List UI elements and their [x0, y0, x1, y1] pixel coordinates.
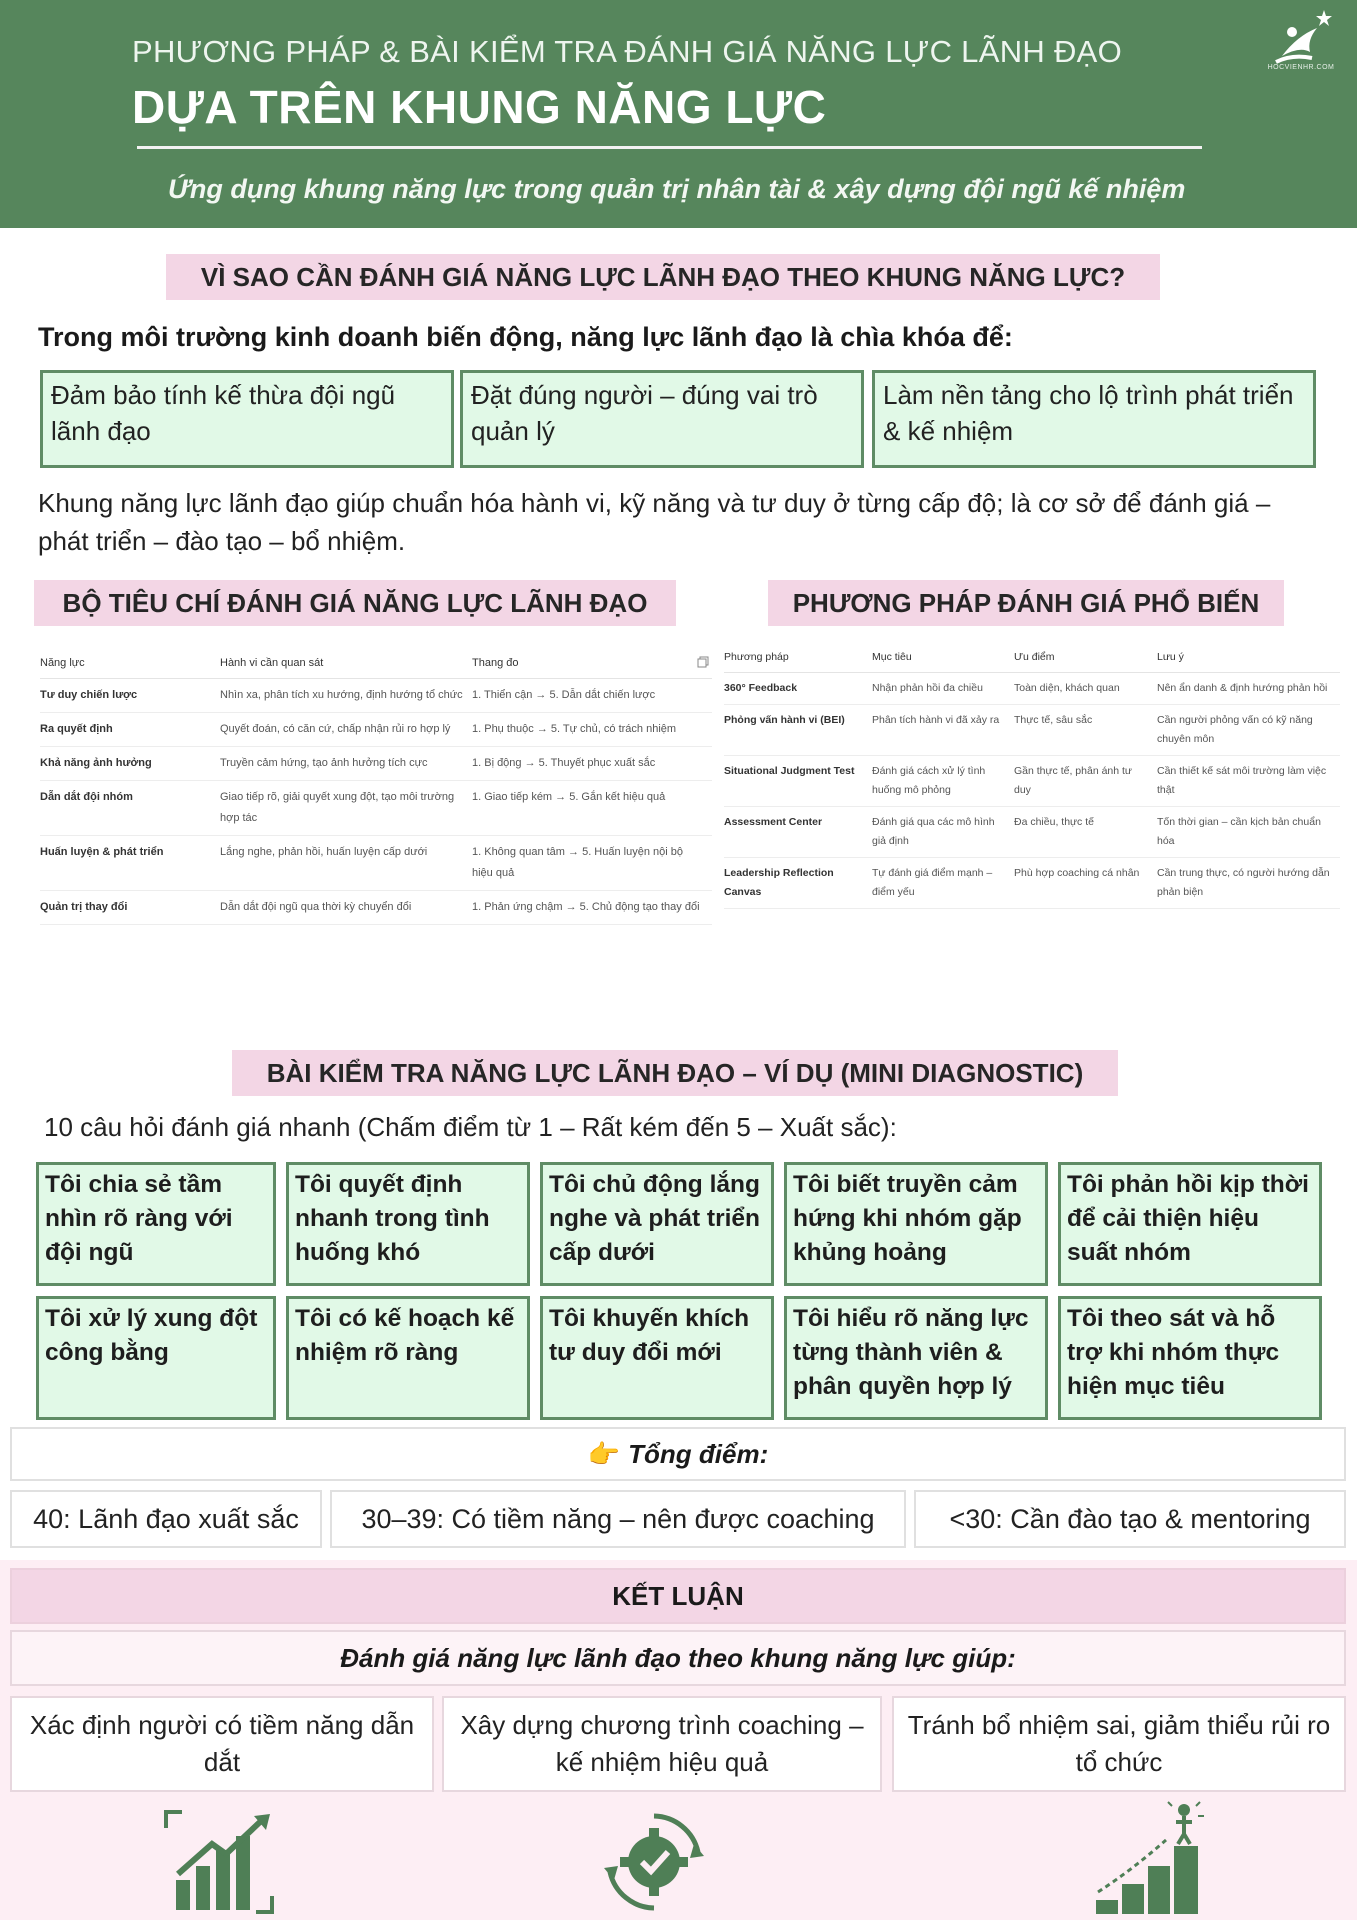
table-cell: Quyết đoán, có căn cứ, chấp nhận rủi ro hợp lý — [220, 712, 472, 746]
table-cell: Phù hợp coaching cá nhân — [1014, 857, 1157, 908]
header-subtitle: Ứng dụng khung năng lực trong quản trị nhân tài & xây dựng đội ngũ kế nhiệm — [168, 174, 1186, 204]
why-box-1: Đảm bảo tính kế thừa đội ngũ lãnh đạo — [40, 370, 454, 468]
table-cell: Leadership Reflection Canvas — [724, 857, 872, 908]
table-cell: Khả năng ảnh hưởng — [40, 746, 220, 780]
table-cell: Truyền cảm hứng, tạo ảnh hưởng tích cực — [220, 746, 472, 780]
table-cell: Tư duy chiến lược — [40, 678, 220, 712]
quiz-question-9: Tôi hiểu rõ năng lực từng thành viên & phân quyền hợp lý — [784, 1296, 1048, 1420]
table-cell: Dẫn dắt đội ngũ qua thời kỳ chuyển đổi — [220, 890, 472, 924]
methods-header-cell: Lưu ý — [1157, 642, 1340, 672]
table-cell: Nhận phản hồi đa chiều — [872, 672, 1014, 704]
logo-text: HOCVIENHR.COM — [1267, 64, 1335, 71]
header-main-title: DỰA TRÊN KHUNG NĂNG LỰC — [132, 81, 827, 133]
table-row — [40, 678, 712, 712]
table-cell: Thực tế, sâu sắc — [1014, 704, 1157, 755]
table-cell: Phỏng vấn hành vi (BEI) — [724, 704, 872, 755]
table-cell: Phân tích hành vi đã xảy ra — [872, 704, 1014, 755]
why-box-2: Đặt đúng người – đúng vai trò quản lý — [460, 370, 864, 468]
gear-check-icon — [598, 1808, 710, 1916]
header-divider — [137, 146, 1202, 149]
quiz-question-3: Tôi chủ động lắng nghe và phát triển cấp dưới — [540, 1162, 774, 1286]
table-row — [40, 780, 712, 835]
table-cell: Situational Judgment Test — [724, 755, 872, 806]
conclusion-box-2: Xây dựng chương trình coaching – kế nhiệm hiệu quả — [442, 1696, 882, 1792]
table-cell: Đánh giá cách xử lý tình huống mô phỏng — [872, 755, 1014, 806]
criteria-header-cell: Năng lực — [40, 648, 220, 678]
methods-header-cell: Ưu điểm — [1014, 642, 1157, 672]
table-cell: 1. Phản ứng chậm → 5. Chủ động tạo thay đổi — [472, 890, 712, 924]
methods-header-cell: Mục tiêu — [872, 642, 1014, 672]
table-row — [724, 857, 1340, 908]
criteria-header-cell: Thang đo — [472, 648, 712, 678]
table-cell: Tự đánh giá điểm mạnh – điểm yếu — [872, 857, 1014, 908]
table-cell: Tốn thời gian – cần kịch bản chuẩn hóa — [1157, 806, 1340, 857]
table-row — [724, 672, 1340, 704]
table-cell: 1. Thiển cận → 5. Dẫn dắt chiến lược — [472, 678, 712, 712]
growth-chart-icon — [160, 1808, 280, 1916]
score-level-1: 40: Lãnh đạo xuất sắc — [10, 1490, 322, 1548]
why-box-3: Làm nền tảng cho lộ trình phát triển & kế nhiệm — [872, 370, 1316, 468]
quiz-question-4: Tôi biết truyền cảm hứng khi nhóm gặp khủng hoảng — [784, 1162, 1048, 1286]
table-row — [724, 704, 1340, 755]
success-stairs-icon — [1092, 1800, 1204, 1916]
score-level-3: <30: Cần đào tạo & mentoring — [914, 1490, 1346, 1548]
quiz-question-5: Tôi phản hồi kịp thời để cải thiện hiệu suất nhóm — [1058, 1162, 1322, 1286]
methods-header-row — [724, 642, 1340, 672]
quiz-question-2: Tôi quyết định nhanh trong tình huống khó — [286, 1162, 530, 1286]
conclusion-title: KẾT LUẬN — [10, 1568, 1346, 1624]
conclusion-subtitle: Đánh giá năng lực lãnh đạo theo khung năng lực giúp: — [10, 1630, 1346, 1686]
table-cell: Cần người phỏng vấn có kỹ năng chuyên môn — [1157, 704, 1340, 755]
why-paragraph: Khung năng lực lãnh đạo giúp chuẩn hóa hành vi, kỹ năng và tư duy ở từng cấp độ; là cơ sở để đánh giá – phát triển – đào tạo – bổ nhiệm. — [38, 488, 1271, 556]
quiz-question-1: Tôi chia sẻ tầm nhìn rõ ràng với đội ngũ — [36, 1162, 276, 1286]
quiz-question-7: Tôi có kế hoạch kế nhiệm rõ ràng — [286, 1296, 530, 1420]
table-cell: Giao tiếp rõ, giải quyết xung đột, tạo môi trường hợp tác — [220, 780, 472, 835]
criteria-table — [40, 648, 712, 925]
header-top-line: PHƯƠNG PHÁP & BÀI KIỂM TRA ĐÁNH GIÁ NĂNG LỰC LÃNH ĐẠO — [132, 34, 1123, 69]
table-row — [40, 712, 712, 746]
table-cell: Gần thực tế, phân ánh tư duy — [1014, 755, 1157, 806]
total-score-label: Tổng điểm: — [628, 1438, 769, 1469]
table-row — [724, 755, 1340, 806]
table-cell: Nhìn xa, phân tích xu hướng, định hướng tổ chức — [220, 678, 472, 712]
total-score-box — [10, 1427, 1346, 1481]
methods-header-cell: Phương pháp — [724, 642, 872, 672]
table-cell: Quản trị thay đổi — [40, 890, 220, 924]
quiz-intro: 10 câu hỏi đánh giá nhanh (Chấm điểm từ 1 – Rất kém đến 5 – Xuất sắc): — [44, 1112, 897, 1142]
quiz-title: BÀI KIỂM TRA NĂNG LỰC LÃNH ĐẠO – VÍ DỤ (MINI DIAGNOSTIC) — [232, 1050, 1118, 1096]
why-title: VÌ SAO CẦN ĐÁNH GIÁ NĂNG LỰC LÃNH ĐẠO THEO KHUNG NĂNG LỰC? — [166, 254, 1160, 300]
table-cell: Ra quyết định — [40, 712, 220, 746]
table-row — [40, 890, 712, 924]
pointing-hand-icon: 👉 — [587, 1438, 621, 1469]
criteria-header-row — [40, 648, 712, 678]
methods-table — [724, 642, 1340, 909]
quiz-question-6: Tôi xử lý xung đột công bằng — [36, 1296, 276, 1420]
table-cell: 1. Bị động → 5. Thuyết phục xuất sắc — [472, 746, 712, 780]
score-level-2: 30–39: Có tiềm năng – nên được coaching — [330, 1490, 906, 1548]
why-intro: Trong môi trường kinh doanh biến động, năng lực lãnh đạo là chìa khóa để: — [38, 322, 1013, 352]
table-cell: Đánh giá qua các mô hình giả định — [872, 806, 1014, 857]
table-row — [724, 806, 1340, 857]
conclusion-box-1: Xác định người có tiềm năng dẫn dắt — [10, 1696, 434, 1792]
table-cell: 1. Giao tiếp kém → 5. Gắn kết hiệu quả — [472, 780, 712, 835]
conclusion-box-3: Tránh bổ nhiệm sai, giảm thiểu rủi ro tổ chức — [892, 1696, 1346, 1792]
table-row — [40, 746, 712, 780]
table-cell: Đa chiều, thực tế — [1014, 806, 1157, 857]
table-cell: Lắng nghe, phản hồi, huấn luyện cấp dưới — [220, 835, 472, 890]
table-cell: Assessment Center — [724, 806, 872, 857]
table-cell: 360° Feedback — [724, 672, 872, 704]
quiz-question-10: Tôi theo sát và hỗ trợ khi nhóm thực hiện mục tiêu — [1058, 1296, 1322, 1420]
quiz-question-8: Tôi khuyến khích tư duy đổi mới — [540, 1296, 774, 1420]
methods-title: PHƯƠNG PHÁP ĐÁNH GIÁ PHỔ BIẾN — [768, 580, 1284, 626]
table-row — [40, 835, 712, 890]
criteria-header-cell: Hành vi cần quan sát — [220, 648, 472, 678]
page-header — [0, 0, 1357, 228]
table-cell: Nên ẩn danh & định hướng phản hồi — [1157, 672, 1340, 704]
criteria-title: BỘ TIÊU CHÍ ĐÁNH GIÁ NĂNG LỰC LÃNH ĐẠO — [34, 580, 676, 626]
table-cell: Toàn diện, khách quan — [1014, 672, 1157, 704]
table-cell: Dẫn dắt đội nhóm — [40, 780, 220, 835]
table-cell: 1. Phụ thuộc → 5. Tự chủ, có trách nhiệm — [472, 712, 712, 746]
table-cell: Huấn luyện & phát triển — [40, 835, 220, 890]
table-cell: Cần thiết kế sát môi trường làm việc thật — [1157, 755, 1340, 806]
table-cell: 1. Không quan tâm → 5. Huấn luyện nội bộ hiệu quả — [472, 835, 712, 890]
table-cell: Cần trung thực, có người hướng dẫn phản biện — [1157, 857, 1340, 908]
